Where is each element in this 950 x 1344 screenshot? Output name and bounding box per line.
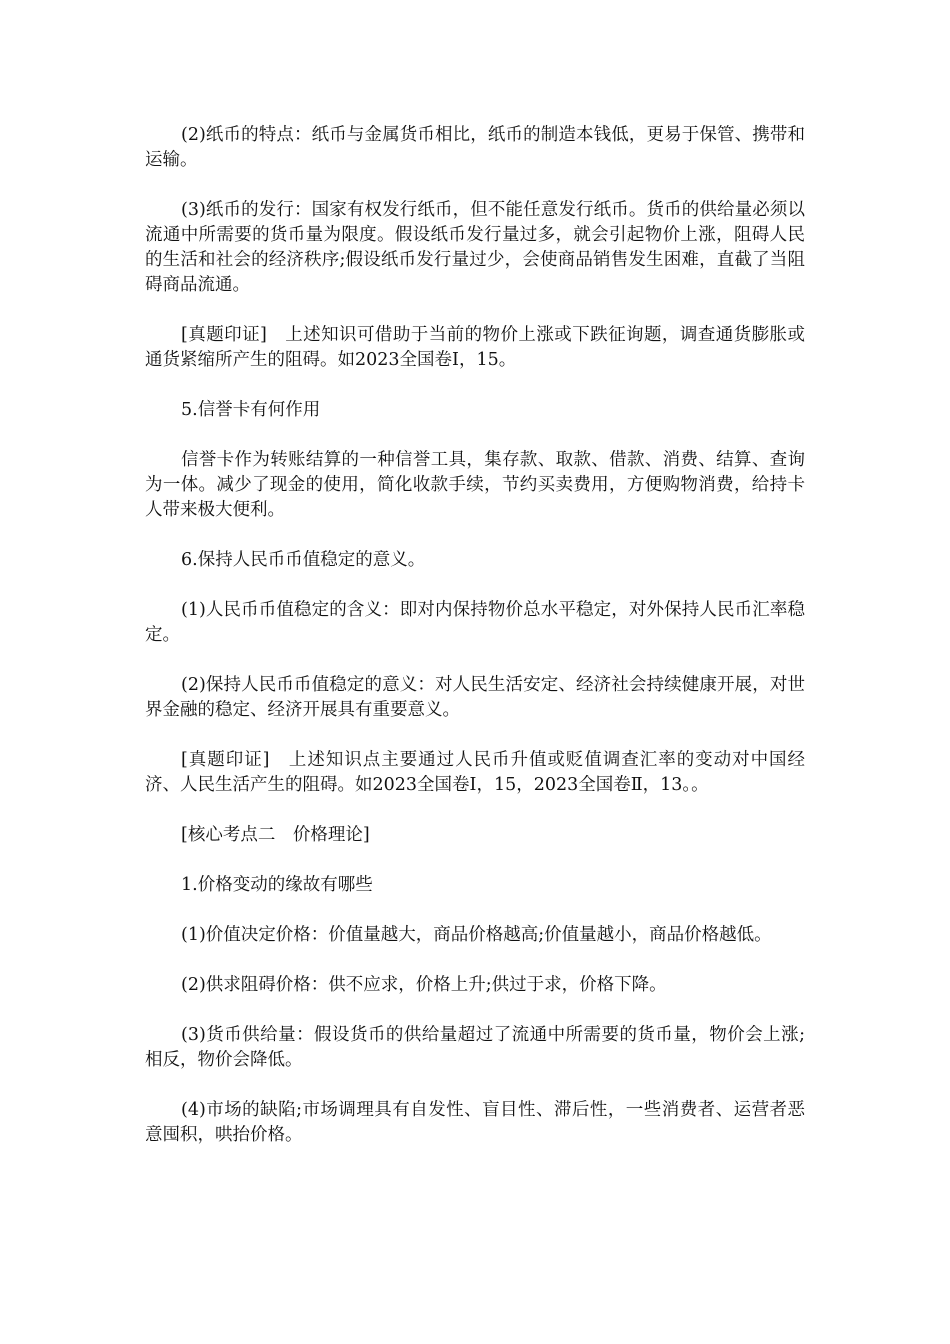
document-body bbox=[145, 123, 805, 1173]
heading-rmb-stability: 6.保持人民币币值稳定的意义。 bbox=[181, 550, 426, 570]
paragraph-credit-card: 信誉卡作为转账结算的一种信誉工具，集存款、取款、借款、消费、结算、查询为一体。减少了现金的使用，简化收款手续，节约买卖费用，方便购物消费，给持卡人带来极大便利。 bbox=[145, 450, 805, 520]
paragraph-paper-money-features: (2)纸币的特点：纸币与金属货币相比，纸币的制造本钱低，更易于保管、携带和运输。 bbox=[145, 125, 805, 170]
heading-price-change-causes: 1.价格变动的缘故有哪些 bbox=[181, 875, 373, 895]
paragraph-rmb-stability-meaning: (1)人民币币值稳定的含义：即对内保持物价总水平稳定，对外保持人民币汇率稳定。 bbox=[145, 600, 805, 645]
paragraph-value-determines-price: (1)价值决定价格：价值量越大，商品价格越高;价值量越小，商品价格越低。 bbox=[181, 925, 772, 945]
paragraph-market-defects: (4)市场的缺陷;市场调理具有自发性、盲目性、滞后性，一些消费者、运营者恶意囤积，哄抬价格。 bbox=[145, 1100, 805, 1145]
paragraph-money-supply: (3)货币供给量：假设货币的供给量超过了流通中所需要的货币量，物价会上涨;相反，物价会降低。 bbox=[145, 1025, 805, 1070]
heading-credit-card-role: 5.信誉卡有何作用 bbox=[181, 400, 321, 420]
paragraph-exam-evidence-exchange-rate: [真题印证] 上述知识点主要通过人民币升值或贬值调查汇率的变动对中国经济、人民生活产生的阻碍。如2023全国卷Ⅰ，15，2023全国卷Ⅱ，13。。 bbox=[145, 750, 805, 795]
paragraph-rmb-stability-significance: (2)保持人民币币值稳定的意义：对人民生活安定、经济社会持续健康开展，对世界金融的稳定、经济开展具有重要意义。 bbox=[145, 675, 805, 720]
paragraph-supply-demand-price: (2)供求阻碍价格：供不应求，价格上升;供过于求，价格下降。 bbox=[181, 975, 667, 995]
paragraph-paper-money-issuance: (3)纸币的发行：国家有权发行纸币，但不能任意发行纸币。货币的供给量必须以流通中所需要的货币量为限度。假设纸币发行量过多，就会引起物价上涨，阻碍人民的生活和社会的经济秩序;假设纸币发行量过少，会使商品销售发生困难，直截了当阻碍商品流通。 bbox=[145, 200, 805, 295]
heading-core-point-price-theory: [核心考点二 价格理论] bbox=[181, 825, 370, 845]
paragraph-exam-evidence-inflation: [真题印证] 上述知识可借助于当前的物价上涨或下跌征询题，调查通货膨胀或通货紧缩所产生的阻碍。如2023全国卷Ⅰ，15。 bbox=[145, 325, 805, 370]
